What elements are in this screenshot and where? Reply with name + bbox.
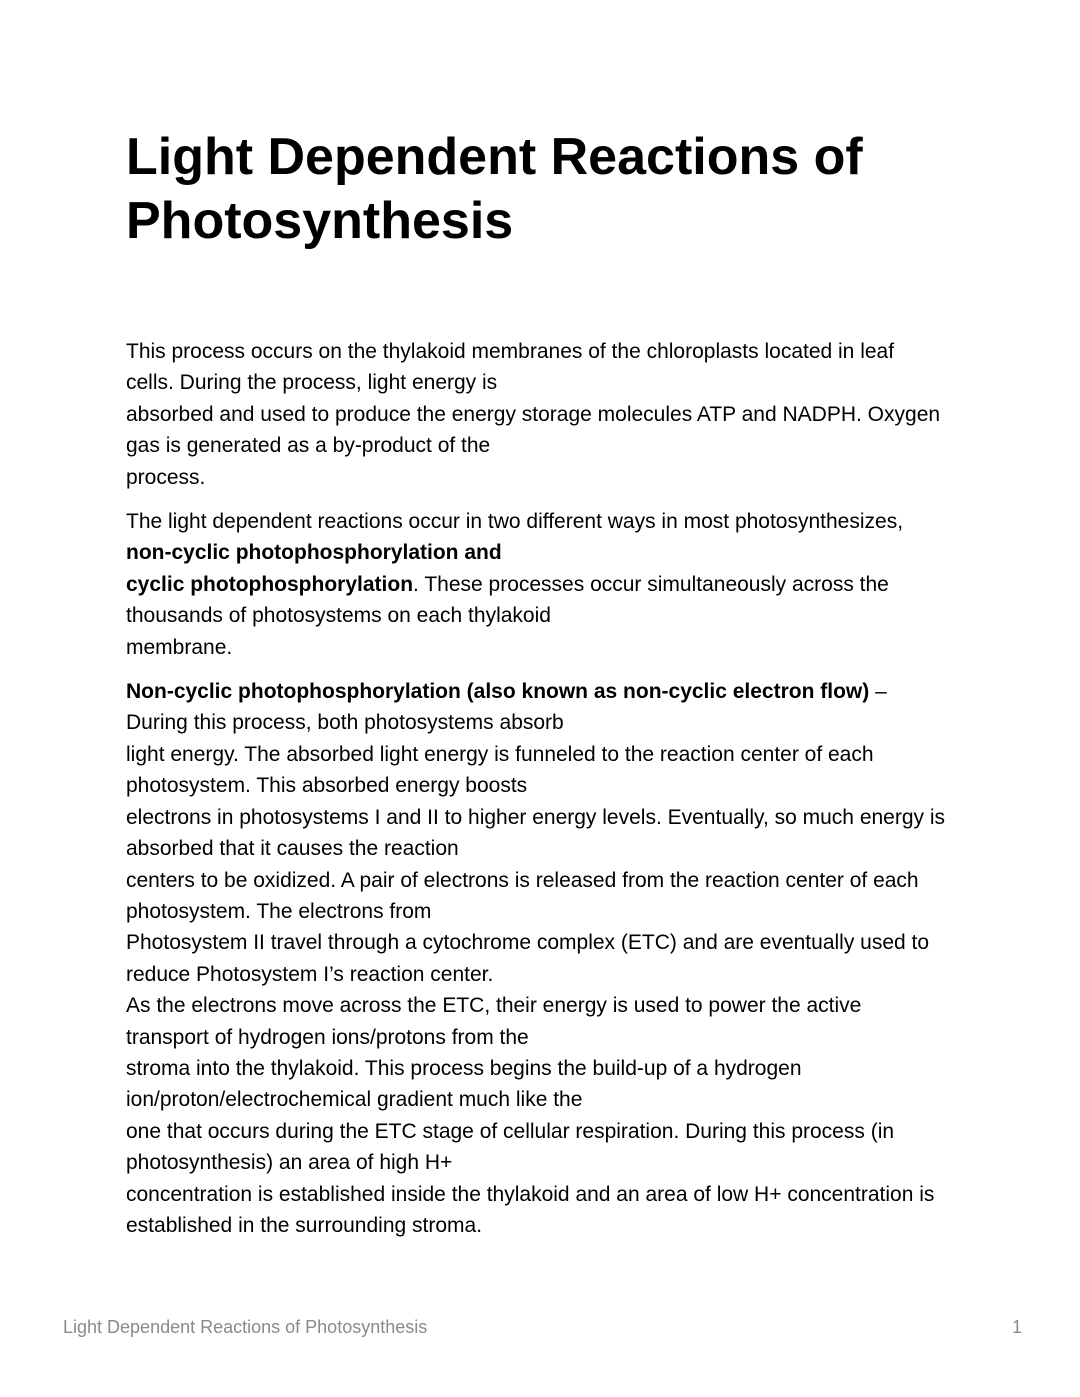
page-footer (63, 1317, 1022, 1338)
text-line: established in the surrounding stroma. (126, 1213, 483, 1237)
paragraph (126, 336, 956, 493)
text-line: non-cyclic photophosphorylation and (126, 541, 502, 565)
text-line: cyclic photophosphorylation. These processes occur simultaneously across the (126, 572, 889, 596)
text-line: The light dependent reactions occur in two different ways in most photosynthesizes, (126, 510, 904, 534)
text-line: process. (126, 465, 206, 489)
text-line: light energy. The absorbed light energy is funneled to the reaction center of each (126, 742, 874, 766)
text-line: cells. During the process, light energy is (126, 371, 498, 395)
text-line: concentration is established inside the thylakoid and an area of low H+ concentration is (126, 1182, 935, 1206)
text-line: electrons in photosystems I and II to higher energy levels. Eventually, so much energy is (126, 805, 946, 829)
text-line: membrane. (126, 635, 233, 659)
text-line: transport of hydrogen ions/protons from the (126, 1025, 529, 1049)
text-line: one that occurs during the ETC stage of cellular respiration. During this process (in (126, 1119, 895, 1143)
text-line: stroma into the thylakoid. This process begins the build-up of a hydrogen (126, 1056, 802, 1080)
text-line: During this process, both photosystems absorb (126, 711, 564, 735)
text-line: As the electrons move across the ETC, their energy is used to power the active (126, 994, 862, 1018)
text-line: absorbed that it causes the reaction (126, 837, 459, 861)
text-line: photosynthesis) an area of high H+ (126, 1151, 453, 1175)
text-line: photosystem. The electrons from (126, 899, 432, 923)
text-line: thousands of photosystems on each thylakoid (126, 604, 551, 628)
footer-document-title: Light Dependent Reactions of Photosynthesis (63, 1317, 428, 1337)
text-line: absorbed and used to produce the energy storage molecules ATP and NADPH. Oxygen (126, 402, 941, 426)
text-line: gas is generated as a by-product of the (126, 434, 491, 458)
document-title-line-2: Photosynthesis (126, 192, 514, 250)
text-line: ion/proton/electrochemical gradient much like the (126, 1088, 583, 1112)
document-title (126, 125, 863, 253)
paragraph (126, 506, 956, 663)
text-line: reduce Photosystem I’s reaction center. (126, 962, 494, 986)
document-body (126, 336, 956, 1254)
footer-page-number: 1 (1011, 1317, 1022, 1337)
text-line: Non-cyclic photophosphorylation (also known as non-cyclic electron flow) – (126, 680, 887, 704)
text-line: centers to be oxidized. A pair of electrons is released from the reaction center of each (126, 868, 919, 892)
text-line: photosystem. This absorbed energy boosts (126, 774, 528, 798)
document-title-line-1: Light Dependent Reactions of (126, 128, 863, 186)
text-line: This process occurs on the thylakoid membranes of the chloroplasts located in leaf (126, 340, 895, 363)
text-line: Photosystem II travel through a cytochrome complex (ETC) and are eventually used to (126, 931, 930, 955)
paragraph (126, 676, 956, 1241)
